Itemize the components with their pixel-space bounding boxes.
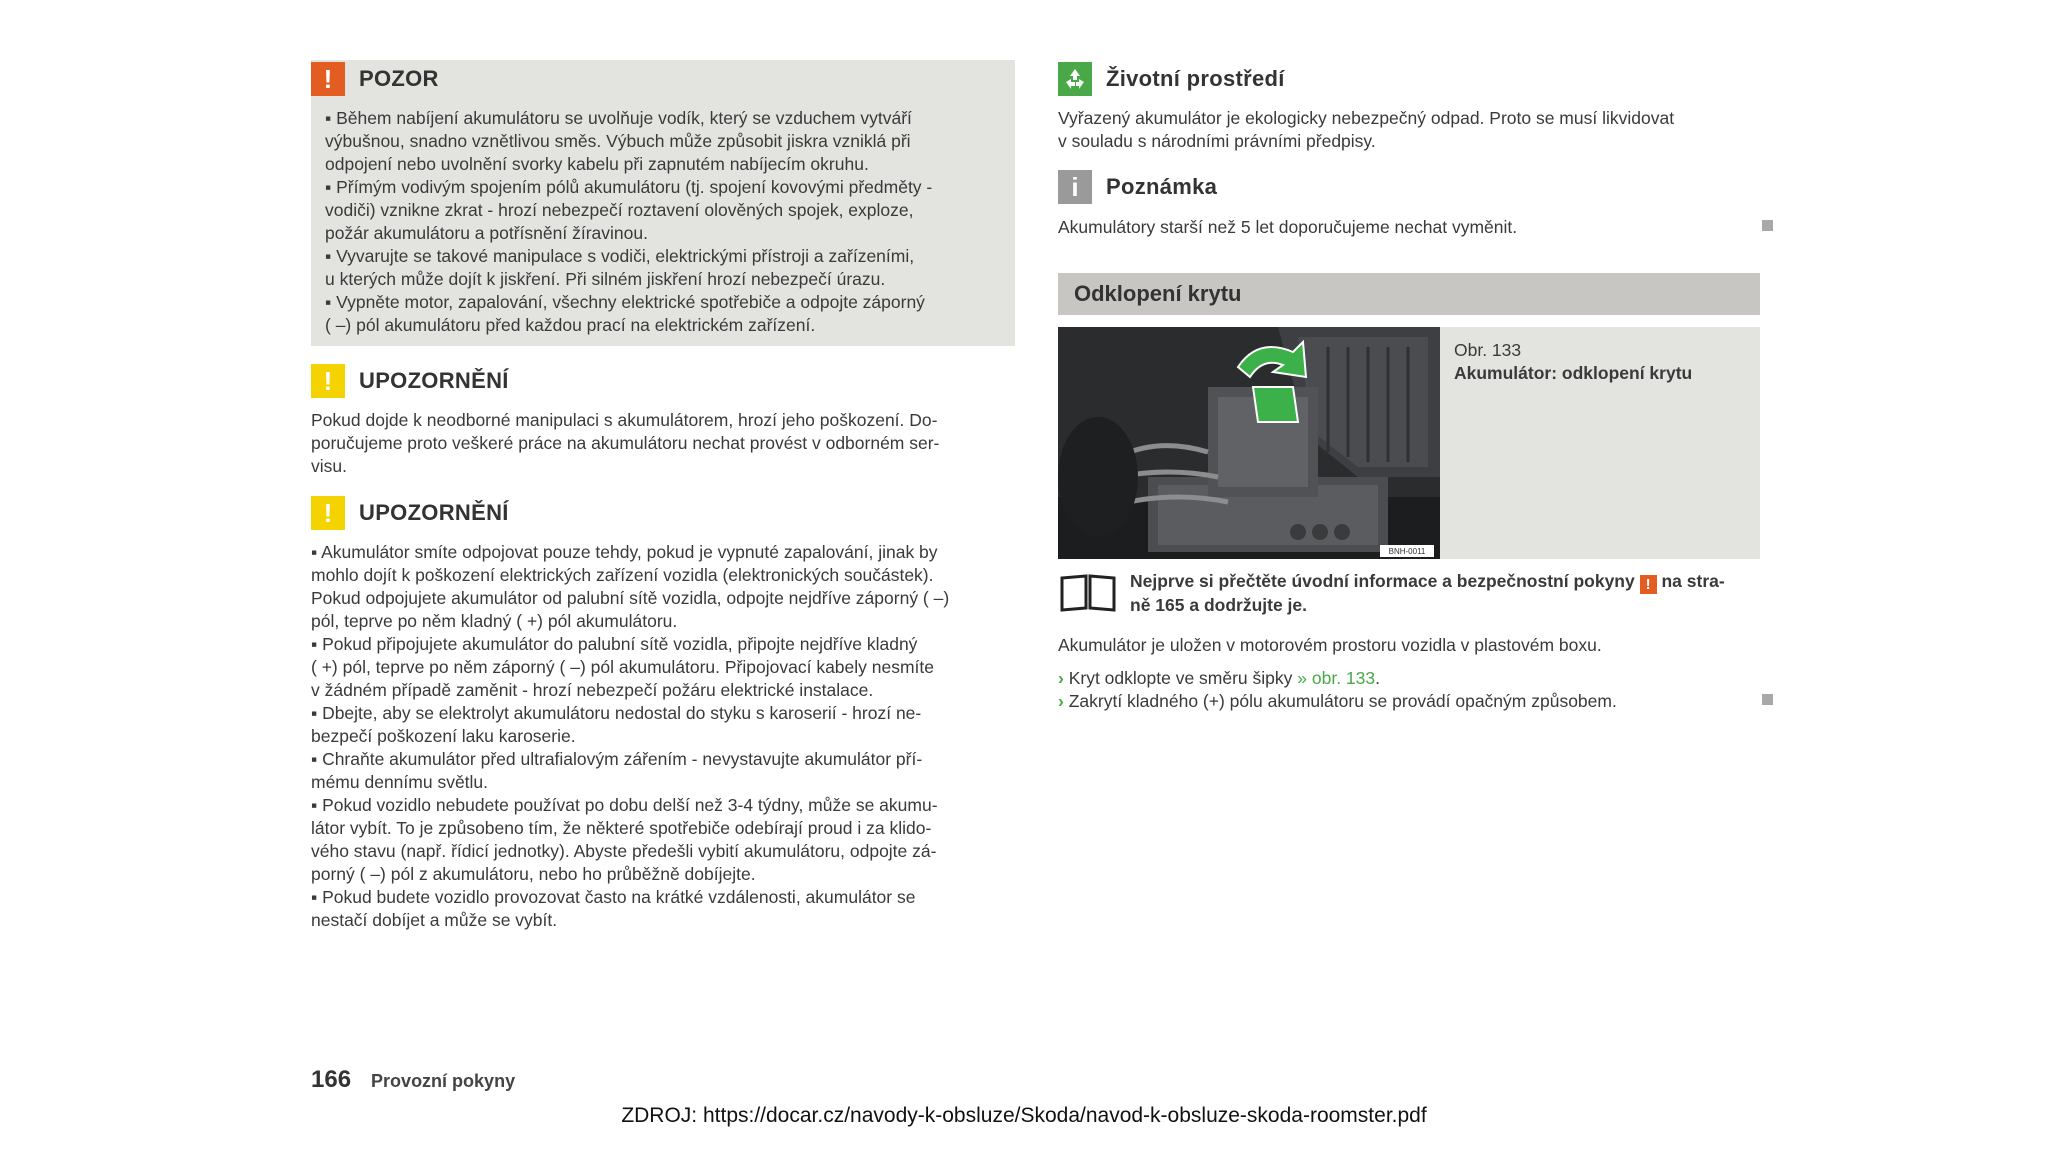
step-1 xyxy=(1058,667,1380,690)
note-text-b: na stra- xyxy=(1661,571,1725,591)
upozorneni2-line: ▪ Chraňte akumulátor před ultrafialovým zářením - nevystavujte akumulátor pří- xyxy=(311,749,923,769)
chevron-right-icon: › xyxy=(1058,668,1064,688)
page-footer xyxy=(311,1066,515,1094)
pozor-line: ▪ Přímým vodivým spojením pólů akumulátoru (tj. spojení kovovými předměty - xyxy=(325,177,933,197)
upozorneni2-line: vého stavu (např. řídicí jednotky). Abyste předešli vybití akumulátoru, odpojte zá- xyxy=(311,841,937,861)
upozorneni2-text xyxy=(311,541,1021,932)
step-2-text: Zakrytí kladného (+) pólu akumulátoru se provádí opačným způsobem. xyxy=(1068,691,1617,711)
note-line-1 xyxy=(1130,570,1770,594)
upozorneni2-title: UPOZORNĚNÍ xyxy=(359,500,509,525)
upozorneni1-line: Pokud dojde k neodborné manipulaci s akumulátorem, hrozí jeho poškození. Do- xyxy=(311,410,938,430)
upozorneni1-line: poručujeme proto veškeré práce na akumulátoru nechat provést v odborném ser- xyxy=(311,433,940,453)
section-end-icon xyxy=(1762,220,1773,231)
zivotni-header xyxy=(1058,62,1285,96)
upozorneni2-header xyxy=(311,496,509,530)
chevron-right-icon: › xyxy=(1058,691,1064,711)
zivotni-line: v souladu s národními právními předpisy. xyxy=(1058,131,1376,151)
pozor-line: odpojení nebo uvolnění svorky kabelu při zapnutém nabíjecím okruhu. xyxy=(325,154,869,174)
pozor-line: ▪ Vyvarujte se takové manipulace s vodiči, elektrickými přístroji a zařízeními, xyxy=(325,246,915,266)
upozorneni2-line: bezpečí poškození laku karoserie. xyxy=(311,726,576,746)
body-intro: Akumulátor je uložen v motorovém prostoru vozidla v plastovém boxu. xyxy=(1058,635,1602,655)
zivotni-line: Vyřazený akumulátor je ekologicky nebezpečný odpad. Proto se musí likvidovat xyxy=(1058,108,1675,128)
zivotni-text xyxy=(1058,107,1758,153)
upozorneni2-line: mohlo dojít k poškození elektrických zařízení vozidla (elektronických součástek). xyxy=(311,565,934,585)
danger-icon: ! xyxy=(311,62,345,96)
info-icon: i xyxy=(1058,170,1092,204)
note-text-a: Nejprve si přečtěte úvodní informace a bezpečnostní pokyny xyxy=(1130,571,1635,591)
figure-caption xyxy=(1454,339,1754,385)
pozor-text xyxy=(325,107,1015,337)
book-icon xyxy=(1058,572,1118,617)
section-title: Odklopení krytu xyxy=(1058,273,1760,315)
footer-section: Provozní pokyny xyxy=(371,1071,516,1091)
pozor-line: požár akumulátoru a potřísnění žíravinou. xyxy=(325,223,648,243)
figure-number: Obr. 133 xyxy=(1454,340,1522,360)
upozorneni2-line: ▪ Pokud připojujete akumulátor do palubní sítě vozidla, připojte nejdříve kladný xyxy=(311,634,918,654)
step-1-text: Kryt odklopte ve směru šipky xyxy=(1068,668,1293,688)
danger-icon: ! xyxy=(1640,575,1657,594)
upozorneni2-line: ▪ Pokud vozidlo nebudete používat po dobu delší než 3-4 týdny, může se akumu- xyxy=(311,795,938,815)
pozor-title: POZOR xyxy=(359,66,439,91)
step-2 xyxy=(1058,690,1617,713)
warning-icon: ! xyxy=(311,364,345,398)
upozorneni2-line: ▪ Dbejte, aby se elektrolyt akumulátoru nedostal do styku s karoserií - hrozí ne- xyxy=(311,703,922,723)
upozorneni1-line: visu. xyxy=(311,456,347,476)
recycle-icon xyxy=(1058,62,1092,96)
upozorneni2-line: mému dennímu světlu. xyxy=(311,772,489,792)
upozorneni2-line: látor vybít. To je způsobeno tím, že některé spotřebiče odebírají proud i za klido- xyxy=(311,818,932,838)
upozorneni2-line: ( +) pól, teprve po něm záporný ( –) pól akumulátoru. Připojovací kabely nesmíte xyxy=(311,657,935,677)
upozorneni2-line: v žádném případě zaměnit - hrozí nebezpečí požáru elektrické instalace. xyxy=(311,680,874,700)
upozorneni2-line: porný ( –) pól z akumulátoru, nebo ho průběžně dobíjejte. xyxy=(311,864,756,884)
read-first-note xyxy=(1130,570,1770,617)
upozorneni2-line: pól, teprve po něm kladný ( +) pól akumulátoru. xyxy=(311,611,678,631)
pozor-line: ▪ Vypněte motor, zapalování, všechny elektrické spotřebiče a odpojte záporný xyxy=(325,292,925,312)
pozor-line: u kterých může dojít k jiskření. Při silném jiskření hrozí nebezpečí úrazu. xyxy=(325,269,886,289)
poznamka-header xyxy=(1058,170,1217,204)
upozorneni1-title: UPOZORNĚNÍ xyxy=(359,368,509,393)
battery-figure xyxy=(1058,327,1440,559)
upozorneni2-line: Pokud odpojujete akumulátor od palubní sítě vozidla, odpojte nejdříve záporný ( –) xyxy=(311,588,950,608)
page-number: 166 xyxy=(311,1066,352,1093)
poznamka-title: Poznámka xyxy=(1106,174,1218,199)
figure-box xyxy=(1058,327,1760,559)
upozorneni1-header xyxy=(311,364,509,398)
upozorneni2-line: nestačí dobíjet a může se vybít. xyxy=(311,910,558,930)
pozor-line: ▪ Během nabíjení akumulátoru se uvolňuje vodík, který se vzduchem vytváří xyxy=(325,108,912,128)
pozor-header xyxy=(311,62,439,96)
section-end-icon xyxy=(1762,694,1773,705)
upozorneni2-line: ▪ Akumulátor smíte odpojovat pouze tehdy, pokud je vypnuté zapalování, jinak by xyxy=(311,542,938,562)
poznamka-text: Akumulátory starší než 5 let doporučujeme nechat vyměnit. xyxy=(1058,217,1518,237)
source-line: ZDROJ: https://docar.cz/navody-k-obsluze/Skoda/navod-k-obsluze-skoda-roomster.pdf xyxy=(621,1104,1427,1127)
figure-title: Akumulátor: odklopení krytu xyxy=(1454,363,1693,383)
step-1-end: . xyxy=(1375,668,1381,688)
pozor-line: ( –) pól akumulátoru před každou prací na elektrickém zařízení. xyxy=(325,315,816,335)
pozor-line: vodiči) vznikne zkrat - hrozí nebezpečí roztavení olověných spojek, exploze, xyxy=(325,200,914,220)
zivotni-title: Životní prostředí xyxy=(1106,66,1285,91)
upozorneni2-line: ▪ Pokud budete vozidlo provozovat často na krátké vzdálenosti, akumulátor se xyxy=(311,887,916,907)
warning-icon: ! xyxy=(311,496,345,530)
upozorneni1-text xyxy=(311,409,1015,478)
pozor-line: výbušnou, snadno vznětlivou směs. Výbuch může způsobit jiskra vzniklá při xyxy=(325,131,911,151)
note-line-2: ně 165 a dodržujte je. xyxy=(1130,595,1307,615)
figure-code: BNH-0011 xyxy=(1388,547,1426,556)
figure-link[interactable]: » obr. 133 xyxy=(1297,668,1376,688)
